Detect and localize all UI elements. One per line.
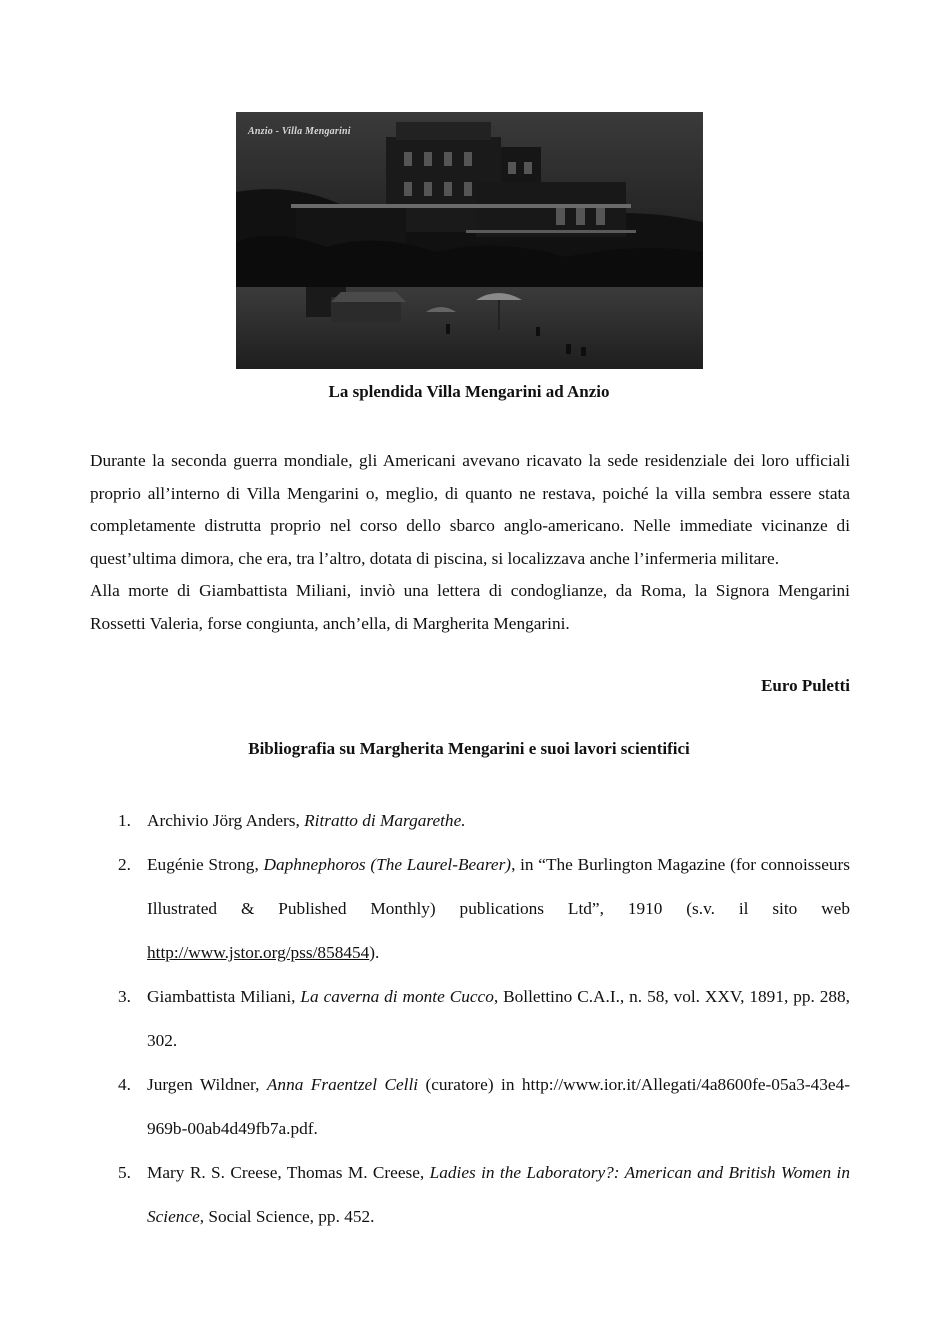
item-number: 1. (118, 811, 131, 830)
bibliography-item (90, 1063, 850, 1151)
item-title: Ritratto di Margarethe. (304, 811, 466, 830)
villa-illustration (236, 112, 703, 369)
item-title: Ladies in the Laboratory?: American and British Women in Science (147, 1163, 850, 1226)
item-title: Daphnephoros (The Laurel-Bearer) (263, 855, 512, 874)
item-title: Anna Fraentzel Celli (266, 1075, 419, 1094)
item-title: La caverna di monte Cucco (300, 987, 494, 1006)
item-number: 4. (118, 1075, 131, 1094)
article-body (90, 445, 850, 641)
bibliography-item (90, 1151, 850, 1239)
item-text: (curatore) in http://www.ior.it/Allegati/4a8600fe-05a3-43e4-969b-00ab4d49fb7a.pdf. (147, 1075, 850, 1138)
item-number: 5. (118, 1163, 131, 1182)
item-text: Jurgen Wildner, (147, 1075, 267, 1094)
author-signature: Euro Puletti (761, 676, 850, 695)
item-text: Giambattista Miliani, (147, 987, 301, 1006)
item-text: , in “The Burlington Magazine (for connoisseurs Illustrated & Published Monthly) publications Ltd”, 1910 (s.v. il sito web (147, 855, 850, 918)
bibliography-item (90, 843, 850, 975)
photo-inscription: Anzio - Villa Mengarini (248, 126, 351, 137)
item-number: 2. (118, 855, 131, 874)
item-text: Eugénie Strong, (147, 855, 264, 874)
villa-photo (236, 112, 703, 369)
item-text: Archivio Jörg Anders, (147, 811, 305, 830)
bibliography-title: Bibliografia su Margherita Mengarini e suoi lavori scientifici (248, 739, 690, 758)
item-text: Mary R. S. Creese, Thomas M. Creese, (147, 1163, 430, 1182)
item-number: 3. (118, 987, 131, 1006)
paragraph: Alla morte di Giambattista Miliani, inviò una lettera di condoglianze, da Roma, la Signora Mengarini Rossetti Valeria, forse congiunta, anch’ella, di Margherita Mengarini. (90, 581, 850, 633)
bibliography-item (90, 799, 850, 843)
jstor-link[interactable]: http://www.jstor.org/pss/858454 (147, 943, 370, 962)
item-text: , Social Science, pp. 452. (199, 1207, 375, 1226)
paragraph: Durante la seconda guerra mondiale, gli Americani avevano ricavato la sede residenziale dei loro ufficiali proprio all’interno di Villa Mengarini o, meglio, di quanto ne restava, poiché la villa sembra essere stata completamente distrutta proprio nel corso dello sbarco anglo-americano. Nelle immediate vicinanze di quest’ultima dimora, che era, tra l’altro, dotata di piscina, si localizzava anche l’infermeria militare. (90, 451, 850, 568)
photo-caption: La splendida Villa Mengarini ad Anzio (328, 382, 610, 401)
bibliography-list (90, 799, 850, 1239)
item-text: ). (369, 943, 380, 962)
item-text: , Bollettino C.A.I., n. 58, vol. XXV, 1891, pp. 288, 302. (147, 987, 851, 1050)
bibliography-item (90, 975, 850, 1063)
